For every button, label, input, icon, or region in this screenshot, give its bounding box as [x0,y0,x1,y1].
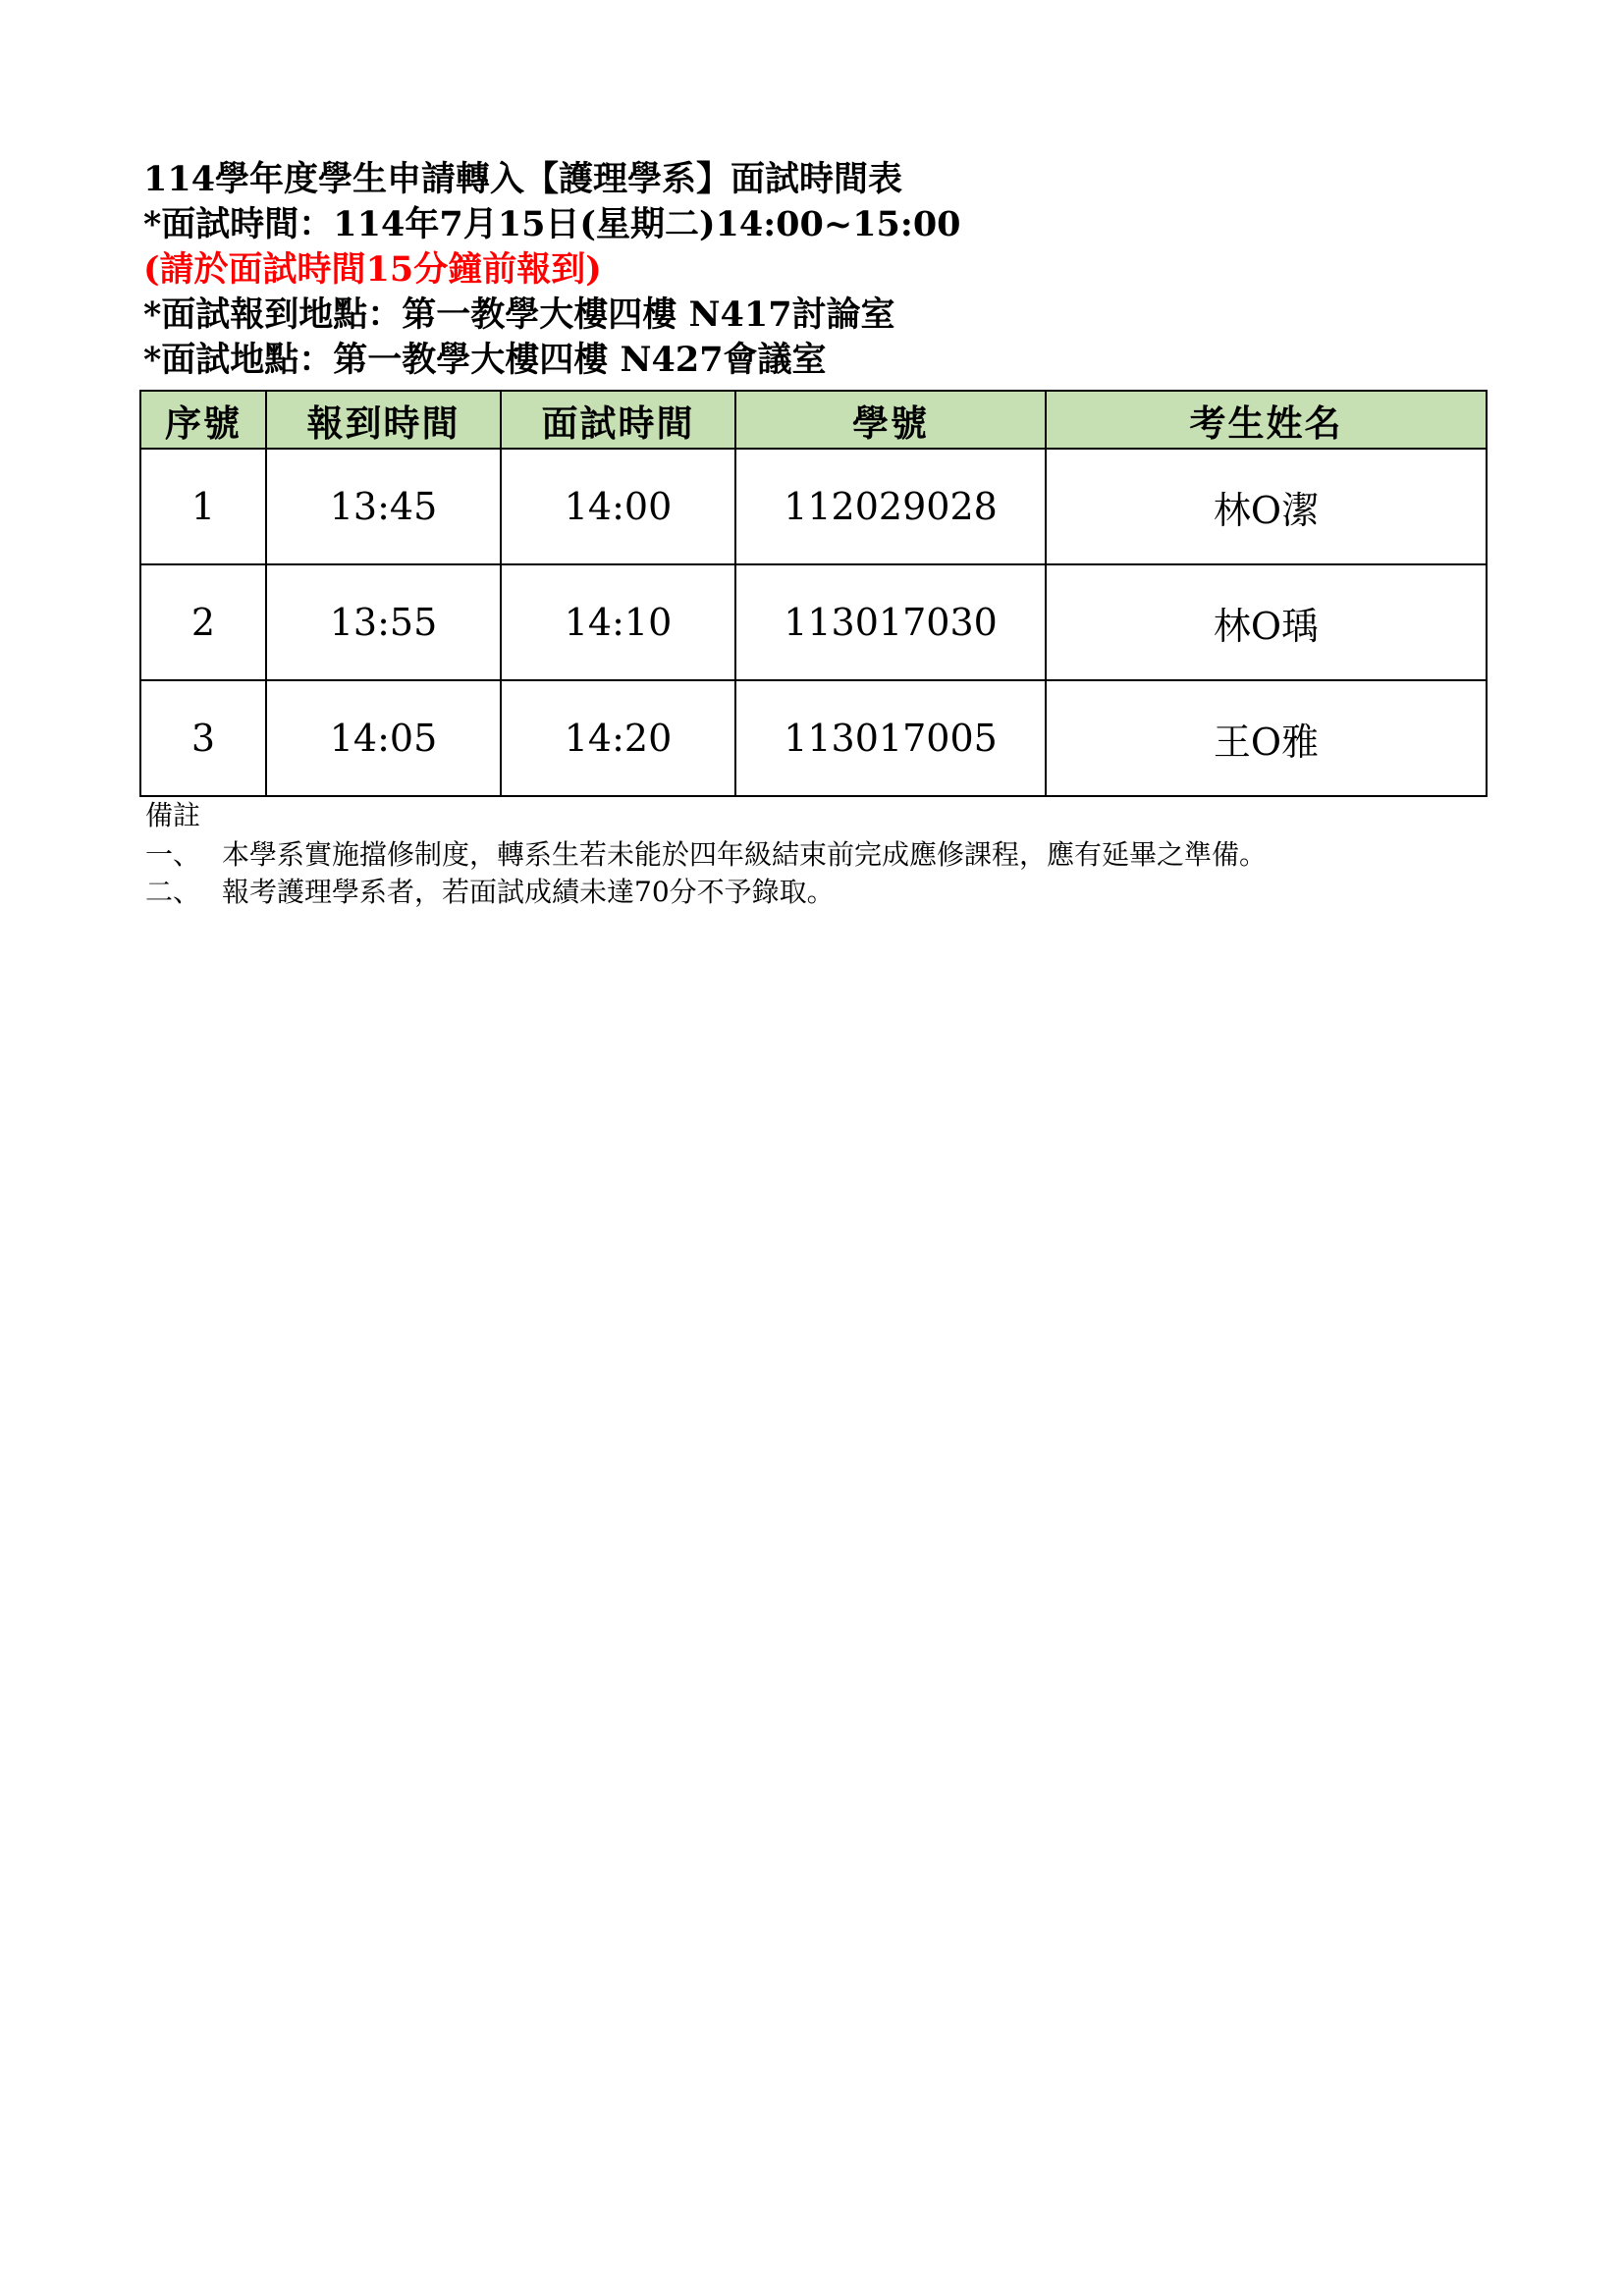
header-checkin-time: 報到時間 [266,391,501,449]
table-row [140,449,1487,564]
checkin-notice: (請於面試時間15分鐘前報到) [143,249,602,290]
cell-seq: 1 [140,449,266,564]
note-item [145,836,1520,874]
header-block [143,157,1518,383]
cell-seq: 3 [140,680,266,796]
cell-checkin-time: 13:45 [266,449,501,564]
interview-schedule-table [139,390,1488,797]
note-text: 報考護理學系者，若面試成績未達70分不予錄取。 [222,876,835,908]
cell-student-id: 113017005 [735,680,1046,796]
header-interview-time: 面試時間 [501,391,735,449]
interview-time-line: *面試時間：114年7月15日(星期二)14:00~15:00 [143,204,961,244]
note-marker: 二、 [145,876,201,908]
notes-section [145,797,1520,911]
note-text: 本學系實施擋修制度，轉系生若未能於四年級結束前完成應修課程，應有延畢之準備。 [222,838,1268,871]
interview-location-line: *面試地點：第一教學大樓四樓 N427會議室 [143,340,827,380]
cell-checkin-time: 14:05 [266,680,501,796]
header-seq: 序號 [140,391,266,449]
note-item [145,874,1520,911]
cell-seq: 2 [140,564,266,680]
cell-candidate-name: 林O瑀 [1046,564,1487,680]
document-title: 114學年度學生申請轉入【護理學系】面試時間表 [143,159,903,199]
cell-candidate-name: 王O雅 [1046,680,1487,796]
table-row [140,564,1487,680]
cell-student-id: 113017030 [735,564,1046,680]
table-header-row [140,391,1487,449]
cell-interview-time: 14:20 [501,680,735,796]
notes-title: 備註 [145,799,201,831]
cell-interview-time: 14:10 [501,564,735,680]
checkin-location-line: *面試報到地點：第一教學大樓四樓 N417討論室 [143,294,895,335]
cell-interview-time: 14:00 [501,449,735,564]
table-row [140,680,1487,796]
header-student-id: 學號 [735,391,1046,449]
cell-candidate-name: 林O潔 [1046,449,1487,564]
header-candidate-name: 考生姓名 [1046,391,1487,449]
note-marker: 一、 [145,838,201,871]
cell-checkin-time: 13:55 [266,564,501,680]
cell-student-id: 112029028 [735,449,1046,564]
